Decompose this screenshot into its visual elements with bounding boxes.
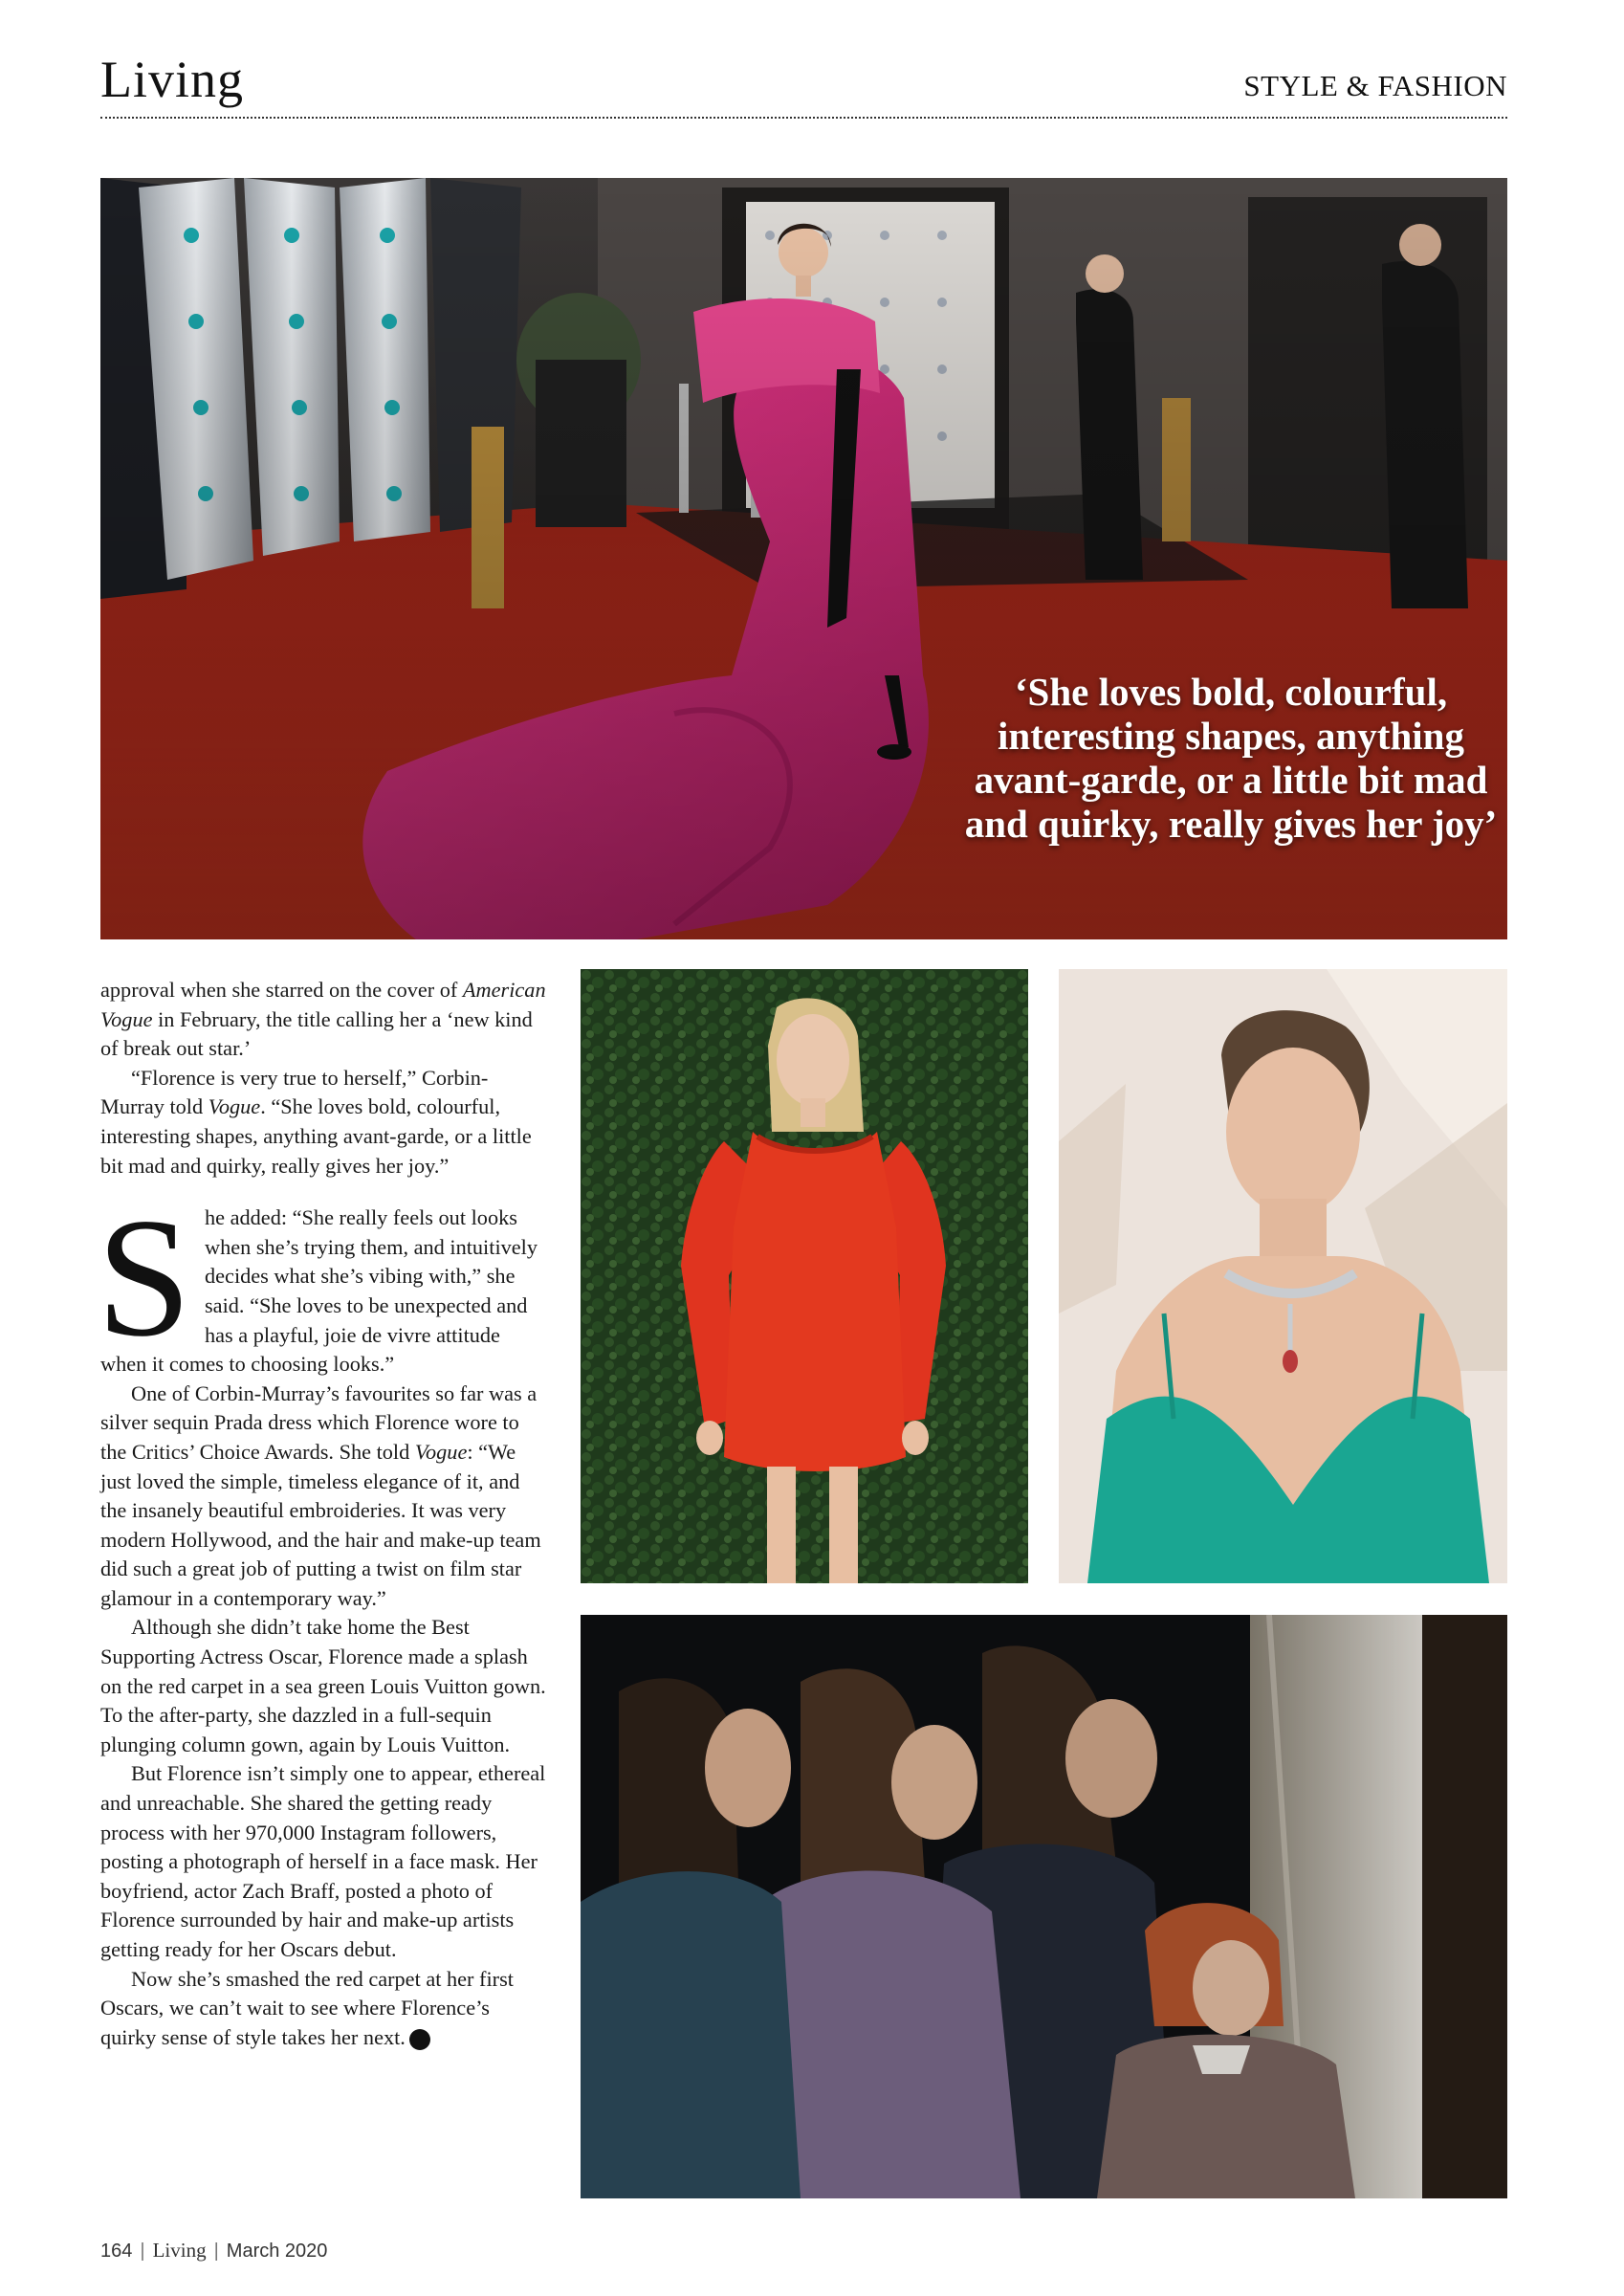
paragraph: One of Corbin-Murray’s favourites so far was a silver sequin Prada dress which Florence wore to the Critics’ Choice Awards. She told Vogue: “We just loved the simple, timeless elegance of it, and the insanely beautiful embroideries. It was very modern Hollywood, and the hair and make-up team did such a great job of putting a twist on film star glamour in a contemporary way.” (100, 1380, 541, 1610)
page-footer: 164 | Living | March 2020 (100, 2239, 328, 2262)
drop-cap: S (97, 1182, 191, 1373)
end-mark-icon: L (409, 2029, 430, 2050)
hero-photo (100, 178, 1507, 939)
issue-date: March 2020 (226, 2241, 328, 2262)
page-number: 164 (100, 2241, 133, 2262)
category-label: STYLE & FASHION (1243, 69, 1507, 102)
green-dress-photo (1059, 969, 1507, 1583)
header-divider (100, 117, 1507, 119)
footer-brand: Living (152, 2239, 207, 2262)
paragraph: approval when she starred on the cover of American Vogue in February, the title calling her a ‘new kind of break out star.’ (100, 978, 546, 1061)
film-still-photo (581, 1615, 1507, 2198)
paragraph-with-dropcap: She added: “She really feels out looks when she’s trying them, and intuitively decides what she’s vibing with,” she said. “She loves to be unexpected and has a playful, joie de vivre attitude when it comes to choosing looks.” (97, 1182, 538, 1377)
article-body (97, 976, 550, 2052)
paragraph: “Florence is very true to herself,” Corbin-Murray told Vogue. “She loves bold, colourful, interesting shapes, anything avant-garde, or a little bit mad and quirky, really gives her joy.” (100, 1065, 532, 1178)
pull-quote: ‘She loves bold, colourful, interesting shapes, anything avant-garde, or a little bit mad and quirky, really gives her joy’ (964, 670, 1498, 846)
red-dress-photo (581, 969, 1028, 1583)
paragraph: Although she didn’t take home the Best Supporting Actress Oscar, Florence made a splash on the red carpet in a sea green Louis Vuitton gown. To the after-party, she dazzled in a full-sequin plunging column gown, again by Louis Vuitton. (100, 1615, 546, 1756)
section-title: Living (100, 51, 244, 108)
paragraph: Now she’s smashed the red carpet at her first Oscars, we can’t wait to see where Florence’s quirky sense of style takes her next. L (100, 1966, 514, 2049)
paragraph: But Florence isn’t simply one to appear, ethereal and unreachable. She shared the getting ready process with her 970,000 Instagram followers, posting a photograph of herself in a face mask. Her boyfriend, actor Zach Braff, posted a photo of Florence surrounded by hair and make-up artists getting ready for her Oscars debut. (100, 1761, 546, 1961)
